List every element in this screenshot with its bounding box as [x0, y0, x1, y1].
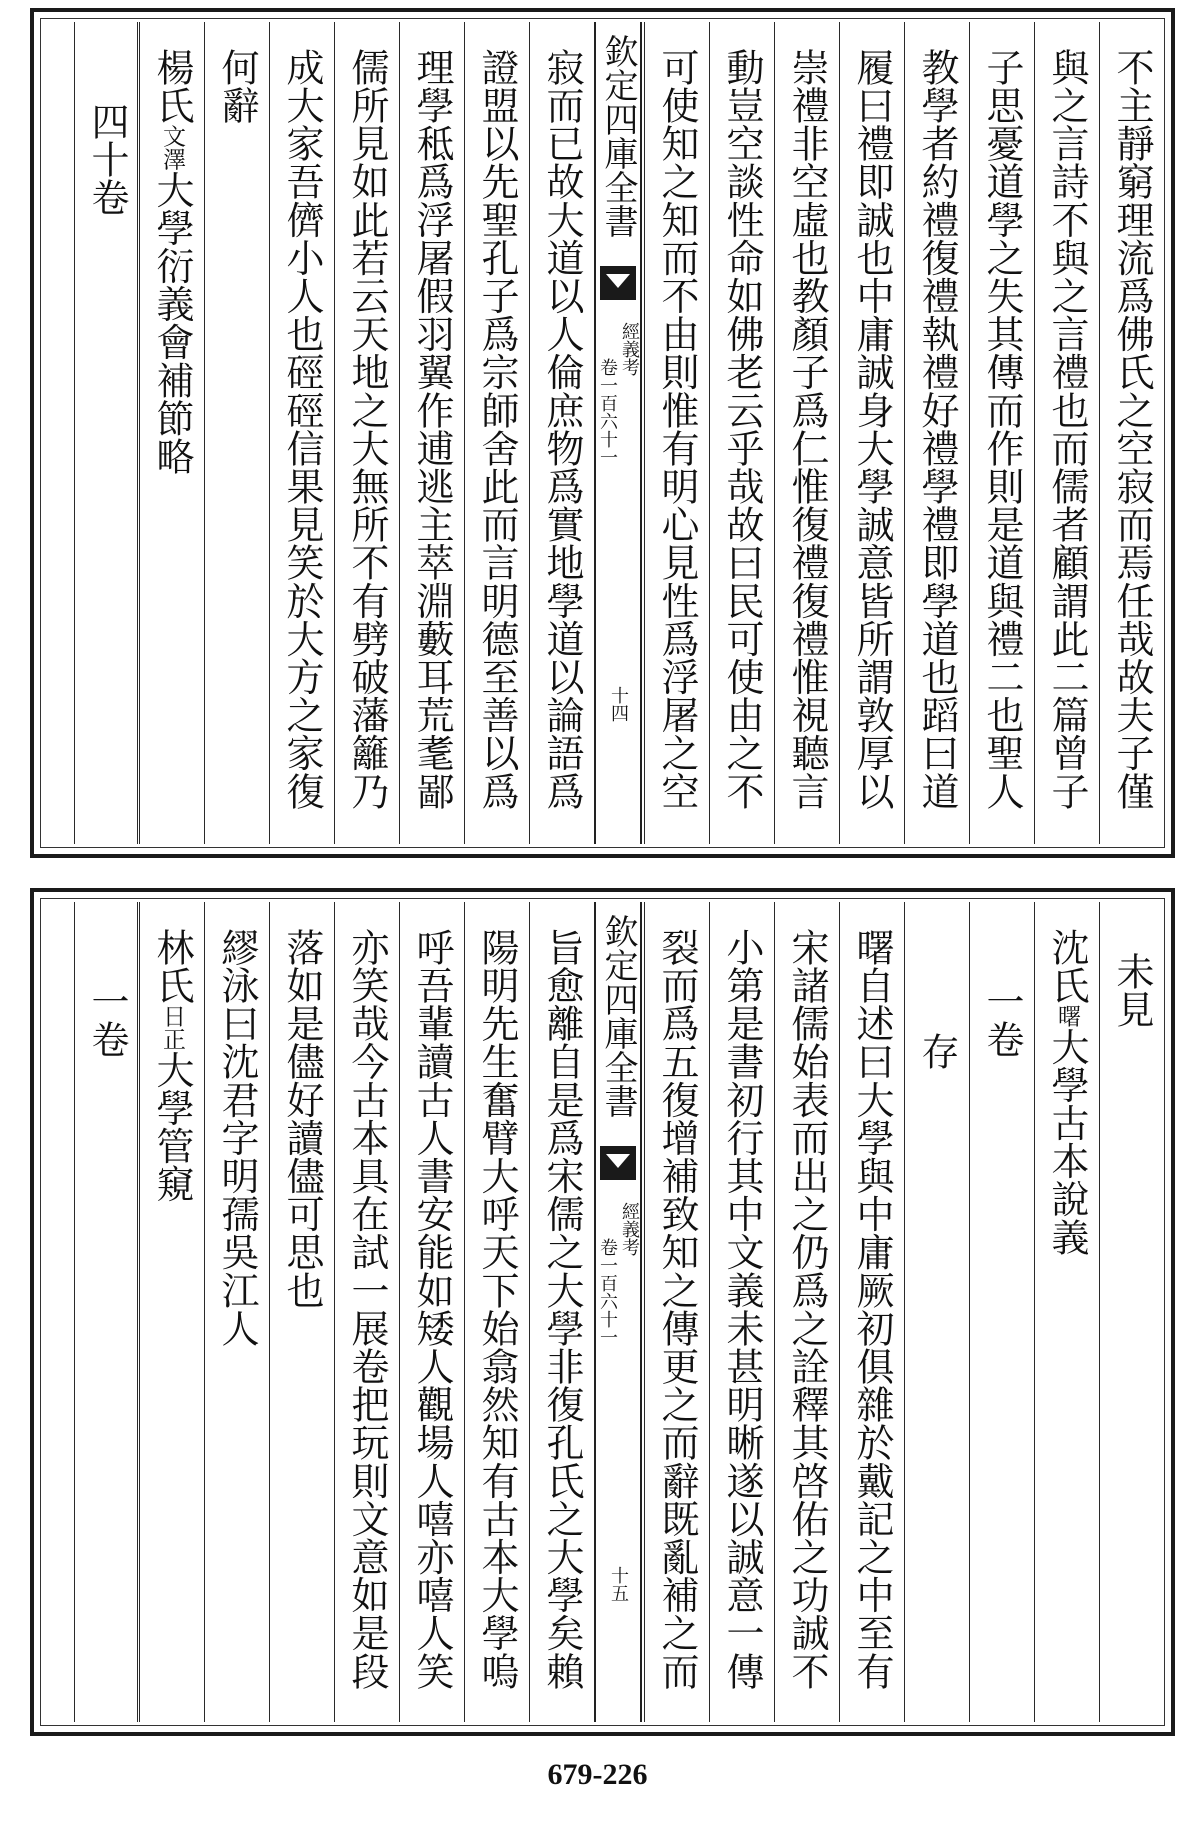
text-column — [1099, 902, 1163, 1722]
column-text: 儒所見如此若云天地之大無所不有劈破藩籬乃 — [345, 48, 389, 810]
text-column — [969, 22, 1033, 844]
column-text: 子思憂道學之失其傳而作則是道與禮二也聖人 — [980, 48, 1024, 810]
entry-title: 大學衍義會補節略 — [150, 170, 194, 476]
column-text: 裂而爲五復增補致知之傳更之而辭既亂補之而 — [655, 928, 699, 1690]
fish-tail-icon — [600, 1146, 636, 1180]
text-column — [204, 22, 268, 844]
text-column — [1099, 22, 1163, 844]
text-column — [644, 22, 708, 844]
entry-author: 楊氏 — [150, 48, 194, 125]
column-text: 理學秪爲浮屠假羽翼作逋逃主萃淵藪耳荒耄鄙 — [410, 48, 454, 810]
column-text: 小第是書初行其中文義未甚明晰遂以誠意一傳 — [720, 928, 764, 1690]
text-column — [839, 902, 903, 1722]
column-text: 動豈空談性命如佛老云乎哉故曰民可使由之不 — [720, 48, 764, 810]
entry-author: 林氏 — [150, 928, 194, 1005]
column-text: 曙自述曰大學與中庸厥初俱雜於戴記之中至有 — [850, 928, 894, 1690]
status-text: 未見 — [1110, 952, 1154, 1029]
column-text: 履曰禮即誠也中庸誠身大學誠意皆所謂敦厚以 — [850, 48, 894, 810]
text-column — [334, 22, 398, 844]
text-column — [269, 22, 333, 844]
text-column — [969, 902, 1033, 1722]
column-text: 成大家吾儕小人也硜硜信果見笑於大方之家復 — [280, 48, 324, 810]
fish-tail-icon — [600, 266, 636, 300]
page-number-footer: 679-226 — [547, 1758, 648, 1791]
text-column — [399, 902, 463, 1722]
entry-author-sub: 文澤 — [159, 124, 185, 171]
column-text: 落如是儘好讀儘可思也 — [280, 928, 324, 1309]
column-text: 可使知之知而不由則惟有明心見性爲浮屠之空 — [655, 48, 699, 810]
column-text: 繆泳曰沈君字明孺吳江人 — [215, 928, 259, 1348]
text-column — [269, 902, 333, 1722]
center-banner — [594, 902, 642, 1722]
entry-heading — [140, 48, 204, 475]
entry-author: 沈氏 — [1045, 928, 1089, 1005]
column-text: 不主靜窮理流爲佛氏之空寂而焉任哉故夫子僅 — [1110, 48, 1154, 810]
text-column — [904, 22, 968, 844]
column-text: 崇禮非空虛也教顏子爲仁惟復禮復禮惟視聽言 — [785, 48, 829, 810]
bottom-page-frame — [30, 888, 1175, 1736]
column-text: 陽明先生奮臂大呼天下始翕然知有古本大學嗚 — [475, 928, 519, 1690]
entry-author-sub: 日正 — [159, 1004, 185, 1051]
text-column — [464, 902, 528, 1722]
top-page-frame — [30, 8, 1175, 858]
banner-title: 欽定四庫全書 — [598, 914, 638, 1118]
entry-column — [1034, 902, 1098, 1722]
center-banner — [594, 22, 642, 844]
column-text: 旨愈離自是爲宋儒之大學非復孔氏之大學矣賴 — [540, 928, 584, 1690]
entry-count-column — [74, 22, 138, 844]
banner-volume-line1: 經義考 — [619, 322, 640, 376]
banner-page-number: 十四 — [608, 686, 629, 722]
text-column — [529, 902, 593, 1722]
text-column — [644, 902, 708, 1722]
column-text: 教學者約禮復禮執禮好禮學禮即學道也蹈曰道 — [915, 48, 959, 810]
column-text: 呼吾輩讀古人書安能如矮人觀場人嘻亦嘻人笑 — [410, 928, 454, 1690]
text-column — [529, 22, 593, 844]
entry-heading — [1035, 928, 1099, 1256]
entry-count: 一卷 — [980, 982, 1024, 1059]
entry-title: 大學古本說義 — [1045, 1027, 1089, 1256]
banner-title: 欽定四庫全書 — [598, 34, 638, 238]
entry-author-sub: 曙 — [1054, 1004, 1080, 1028]
entry-heading — [140, 928, 204, 1203]
text-column — [334, 902, 398, 1722]
text-column — [464, 22, 528, 844]
entry-column — [139, 902, 203, 1722]
banner-volume-line1: 經義考 — [619, 1202, 640, 1256]
column-text: 寂而已故大道以人倫庶物爲實地學道以論語爲 — [540, 48, 584, 810]
column-text: 與之言詩不與之言禮也而儒者顧謂此二篇曾子 — [1045, 48, 1089, 810]
column-text: 何辭 — [215, 48, 259, 125]
entry-count-column — [74, 902, 138, 1722]
entry-title: 大學管窺 — [150, 1050, 194, 1203]
text-column — [839, 22, 903, 844]
text-column — [1034, 22, 1098, 844]
banner-page-number: 十五 — [608, 1566, 629, 1602]
text-column — [774, 22, 838, 844]
column-text: 證盟以先聖孔子爲宗師舍此而言明德至善以爲 — [475, 48, 519, 810]
status-text: 存 — [915, 1032, 959, 1071]
entry-column — [139, 22, 203, 844]
column-text: 宋諸儒始表而出之仍爲之詮釋其啓佑之功誠不 — [785, 928, 829, 1690]
banner-volume-line2: 卷一百六十一 — [597, 358, 618, 466]
text-column — [904, 902, 968, 1722]
entry-count: 一卷 — [85, 982, 129, 1059]
text-column — [774, 902, 838, 1722]
text-column — [709, 22, 773, 844]
column-text: 亦笑哉今古本具在試一展卷把玩則文意如是段 — [345, 928, 389, 1690]
entry-count: 四十卷 — [85, 102, 129, 217]
text-column — [399, 22, 463, 844]
text-column — [204, 902, 268, 1722]
banner-volume-line2: 卷一百六十一 — [597, 1238, 618, 1346]
text-column — [709, 902, 773, 1722]
